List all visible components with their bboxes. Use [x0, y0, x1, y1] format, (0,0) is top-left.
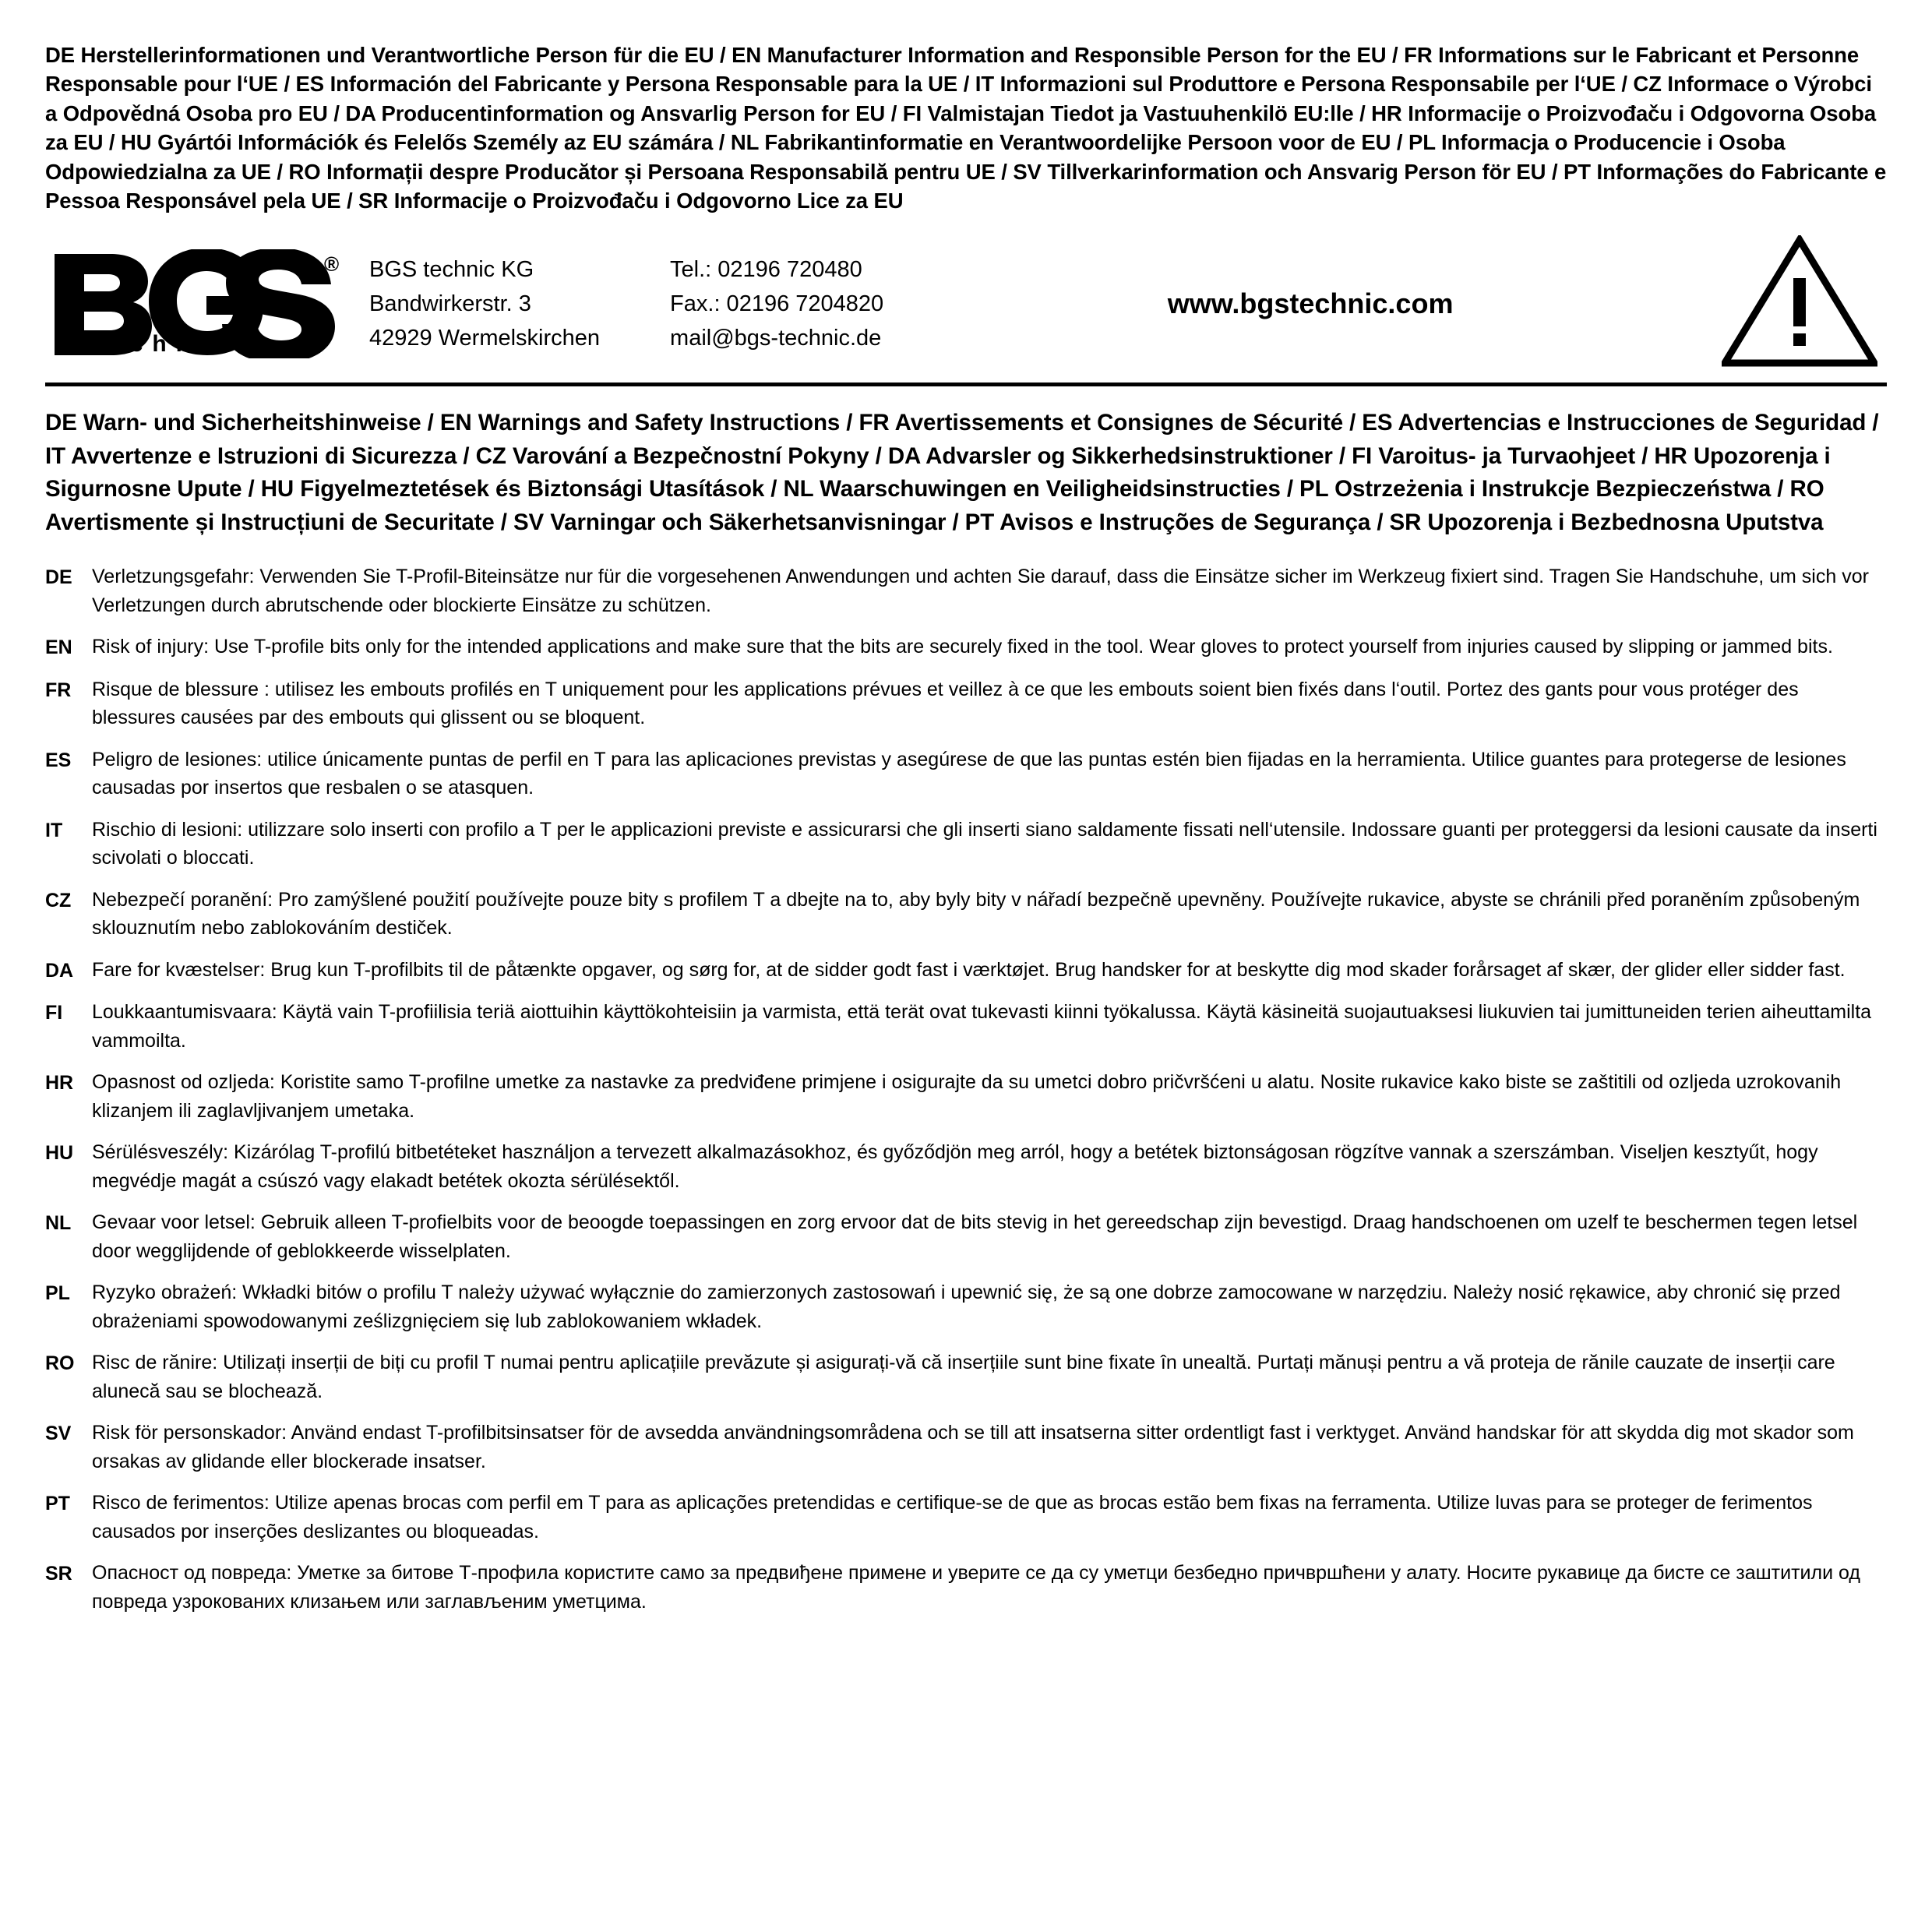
company-contact [600, 252, 883, 355]
language-code: HU [45, 1142, 74, 1165]
language-code: DE [45, 566, 72, 589]
company-telephone: Tel.: 02196 720480 [670, 256, 862, 282]
instruction-text: Risc de rănire: Utilizați inserții de biți cu profil T numai pentru aplicațiile prevăzute și asigurați-vă că inserțiile sunt bine fixate în unealtă. Purtați mănuși pentru a vă proteja de rănile cauzate de inserții care alunecă sau se blochează. [92, 1352, 1835, 1402]
language-code: FI [45, 1002, 63, 1024]
language-code: SV [45, 1423, 72, 1445]
list-item [45, 1559, 1887, 1616]
company-street: Bandwirkerstr. 3 [369, 291, 531, 316]
instruction-text: Verletzungsgefahr: Verwenden Sie T-Profil-Biteinsätze nur für die vorgesehenen Anwendungen und achten Sie darauf, dass die Einsätze sicher im Werkzeug fixiert sind. Tragen Sie Handschuhe, um sich vor Verletzungen durch abrutschende oder blockierte Einsätze zu schützen. [92, 566, 1869, 616]
company-information-band [45, 227, 1887, 386]
list-item [45, 816, 1887, 873]
warning-triangle-icon [1722, 235, 1887, 372]
language-code: PL [45, 1282, 70, 1305]
list-item [45, 886, 1887, 943]
instruction-text: Loukkaantumisvaara: Käytä vain T-profiilisia teriä aiottuihin käyttökohteisiin ja varmista, että terät ovat tukevasti kiinni työkalussa. Käytä käsineitä suojautuaksesi liukuvien tai jumittuneiden terien aiheuttamilta vammoilta. [92, 1001, 1872, 1052]
list-item [45, 1419, 1887, 1475]
list-item [45, 1489, 1887, 1546]
list-item [45, 1278, 1887, 1335]
company-website: www.bgstechnic.com [1167, 287, 1454, 319]
instruction-text: Опасност од повреда: Уметке за битове Т-профила користите само за предвиђене примене и уверите се да су уметци безбедно причвршћени у алату. Носите рукавице да бисте се заштитили од повреда узрокованих клизањем или заглављеним уметцима. [92, 1562, 1860, 1613]
list-item [45, 1208, 1887, 1265]
manufacturer-info-heading: DE Herstellerinformationen und Verantwortliche Person für die EU / EN Manufacturer Information and Responsible Person for the EU / FR Informations sur le Fabricant et Personne Responsable pour l‘UE / ES Información del Fabricante y Persona Responsable para la UE / IT Informazioni sul Produttore e Persona Responsabile per l‘UE / CZ Informace o Výrobci a Odpovědná Osoba pro EU / DA Producentinformation og Ansvarlig Person for EU / FI Valmistajan Tiedot ja Vastuuhenkilö EU:lle / HR Informacije o Proizvođaču i Odgovorna Osoba za EU / HU Gyártói Információk és Felelős Személy az EU számára / NL Fabrikantinformatie en Verantwoordelijke Persoon voor de EU / PL Informacja o Producencie i Osoba Odpowiedzialna za UE / RO Informații despre Producător și Persoana Responsabilă pentru UE / SV Tillverkarinformation och Ansvarig Person för EU / PT Informações do Fabricante e Pessoa Responsável pela UE / SR Informacije o Proizvođaču i Odgovorno Lice za EU [45, 43, 1887, 213]
instruction-text: Gevaar voor letsel: Gebruik alleen T-profielbits voor de beoogde toepassingen en zorg ervoor dat de bits stevig in het gereedschap zijn bevestigd. Draag handschoenen om uzelf te beschermen tegen letsel door wegglijdende of geblokkeerde wisselplaten. [92, 1211, 1858, 1262]
language-code: EN [45, 636, 72, 659]
list-item [45, 633, 1887, 662]
instruction-text: Risk of injury: Use T-profile bits only for the intended applications and make sure that the bits are securely fixed in the tool. Wear gloves to protect yourself from injuries caused by slipping or jammed bits. [92, 636, 1833, 658]
list-item [45, 675, 1887, 732]
bgs-logo-icon [50, 249, 354, 358]
list-item [45, 746, 1887, 802]
instruction-text: Sérülésveszély: Kizárólag T-profilú bitbetéteket használjon a tervezett alkalmazásokhoz, és győződjön meg arról, hogy a betétek biztonságosan rögzítve vannak a szerszámban. Viseljen kesztyűt, hogy megvédje magát a csúszó vagy elakadt betétek okozta sérülésektől. [92, 1141, 1818, 1192]
bgs-logo [45, 249, 361, 358]
language-code: PT [45, 1493, 70, 1515]
safety-instructions-list [45, 562, 1887, 1616]
language-code: HR [45, 1072, 74, 1095]
list-item [45, 956, 1887, 985]
instruction-text: Rischio di lesioni: utilizzare solo inserti con profilo a T per le applicazioni previste e assicurarsi che gli inserti siano saldamente fissati nell‘utensile. Indossare guanti per proteggersi da lesioni causate da inserti scivolati o bloccati. [92, 818, 1877, 869]
svg-text:technic: technic [90, 330, 238, 357]
language-code: ES [45, 749, 72, 771]
company-city: 42929 Wermelskirchen [369, 325, 601, 351]
list-item [45, 1138, 1887, 1195]
company-address [361, 252, 600, 355]
warnings-heading: DE Warn- und Sicherheitshinweise / EN Warnings and Safety Instructions / FR Avertissements et Consignes de Sécurité / ES Advertencias e Instrucciones de Seguridad / IT Avvertenze e Istruzioni di Sicurezza / CZ Varování a Bezpečnostní Pokyny / DA Advarsler og Sikkerhedsinstruktioner / FI Varoitus- ja Turvaohjeet / HR Upozorenja i Sigurnosne Upute / HU Figyelmeztetések és Biztonsági Utasítások / NL Waarschuwingen en Veiligheidsinstructies / PL Ostrzeżenia i Instrukcje Bezpieczeństwa / RO Avertismente și Instrucțiuni de Securitate / SV Varningar och Säkerhetsanvisningar / PT Avisos e Instruções de Segurança / SR Upozorenja i Bezbednosna Uputstva [45, 410, 1879, 535]
svg-text:®: ® [324, 252, 340, 276]
language-code: IT [45, 819, 63, 841]
instruction-text: Nebezpečí poranění: Pro zamýšlené použití používejte pouze bity s profilem T a dbejte na to, aby byly bity v nářadí bezpečně upevněny. Používejte rukavice, abyste se chránili před poraněním způsobeným sklouznutím nebo zablokováním destiček. [92, 888, 1860, 940]
company-email: mail@bgs-technic.de [670, 325, 882, 351]
language-code: RO [45, 1352, 75, 1375]
language-code: SR [45, 1563, 72, 1585]
list-item [45, 1349, 1887, 1405]
instruction-text: Fare for kvæstelser: Brug kun T-profilbits til de påtænkte opgaver, og sørg for, at de sidder godt fast i værktøjet. Brug handsker for at beskytte dig mod skader forårsaget af skær, der glider eller sidder fast. [92, 958, 1846, 981]
instruction-text: Opasnost od ozljeda: Koristite samo T-profilne umetke za nastavke za predviđene primjene i osigurajte da su umetci dobro pričvršćeni u alatu. Nosite rukavice kako biste se zaštitili od ozljeda uzrokovanih klizanjem ili zaglavljivanjem umetaka. [92, 1071, 1842, 1122]
instruction-text: Risque de blessure : utilisez les embouts profilés en T uniquement pour les applications prévues et veillez à ce que les embouts soient bien fixés dans l‘outil. Portez des gants pour vous protéger des blessures causées par des embouts qui glissent ou se bloquent. [92, 678, 1799, 729]
language-code: NL [45, 1212, 72, 1235]
company-name: BGS technic KG [369, 256, 534, 282]
list-item [45, 562, 1887, 619]
language-code: DA [45, 959, 74, 982]
language-code: FR [45, 679, 72, 701]
instruction-text: Risco de ferimentos: Utilize apenas brocas com perfil em T para as aplicações pretendidas e certifique-se de que as brocas estão bem fixas na ferramenta. Utilize luvas para se proteger de ferimentos causados por inserções deslizantes ou bloqueadas. [92, 1492, 1813, 1542]
language-code: CZ [45, 889, 72, 911]
instruction-text: Risk för personskador: Använd endast T-profilbitsinsatser för de avsedda användningsområdena och se till att insatserna sitter ordentligt fast i verktyget. Använd handskar för att skydda dig mot skador som orsakas av glidande eller blockerade insatser. [92, 1422, 1854, 1472]
list-item [45, 1068, 1887, 1125]
company-fax: Fax.: 02196 7204820 [670, 291, 884, 316]
instruction-text: Ryzyko obrażeń: Wkładki bitów o profilu T należy używać wyłącznie do zamierzonych zastosowań i upewnić się, że są one dobrze zamocowane w narzędziu. Należy nosić rękawice, aby chronić się przed obrażeniami spowodowanymi ześlizgnięciem się lub zablokowaniem wkładek. [92, 1282, 1841, 1332]
list-item [45, 998, 1887, 1055]
instruction-text: Peligro de lesiones: utilice únicamente puntas de perfil en T para las aplicaciones previstas y asegúrese de que las puntas estén bien fijadas en la herramienta. Utilice guantes para protegerse de lesiones causadas por insertos que resbalen o se atasquen. [92, 748, 1846, 799]
warning-triangle-svg [1722, 235, 1877, 368]
